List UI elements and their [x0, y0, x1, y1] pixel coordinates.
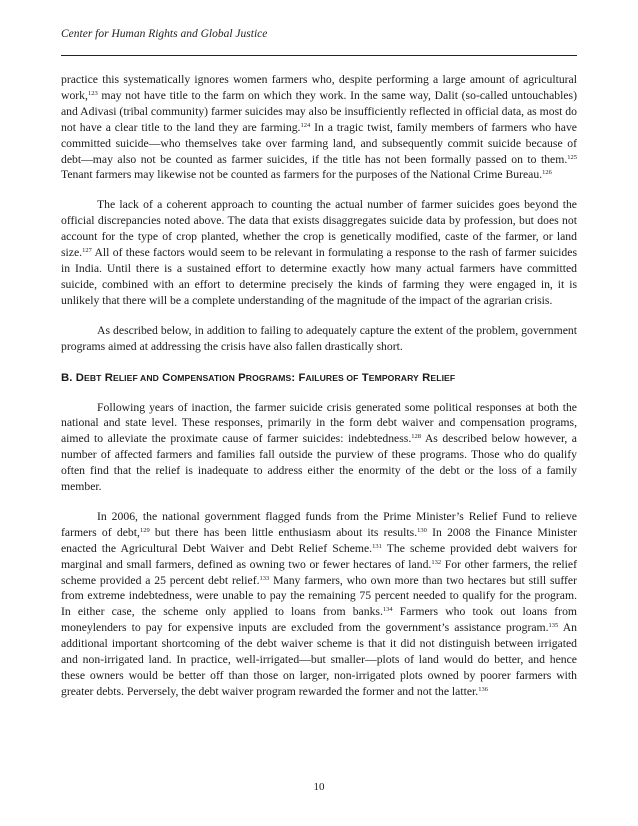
paragraph-text: but there has been little enthusiasm about its results.	[149, 525, 418, 539]
footnote-reference: 131	[372, 542, 382, 550]
section-heading	[61, 372, 577, 384]
paragraph-text: As described below however, a number of affected farmers and families fall outside the purview of these programs. Those who do qualify often find that the relief is inadequate to address either the enormity of the debt or the loss of a family member.	[61, 432, 577, 494]
body-paragraph	[61, 197, 577, 308]
paragraph-text: may not have title to the farm on which they work. In the same way, Dalit (so-called untouchables) and Adivasi (tribal community) farmer suicides may also be insufficiently reflected in official data, as most do not have a clear title to the land they are farming.	[61, 88, 577, 134]
paragraph-text: Tenant farmers may likewise not be counted as farmers for the purposes of the National Crime Bureau.	[61, 168, 543, 182]
paragraph-text: In a tragic twist, family members of farmers who have committed suicide—who themselves take over farming land, and subsequently commit suicide because of debt—may also not be counted as farmer suicides, if the title has not been formally passed on to them.	[61, 120, 577, 166]
paragraph-text: In 2006, the national government flagged funds from the Prime Minister’s Relief Fund to relieve farmers of debt,	[61, 509, 577, 539]
body-paragraph	[61, 509, 577, 700]
section-heading-part: P	[234, 371, 246, 384]
section-heading-part: ROGRAMS	[245, 372, 292, 383]
body-paragraphs-after-heading	[61, 400, 577, 700]
footnote-reference: 132	[431, 558, 442, 566]
footnote-reference: 124	[300, 121, 311, 129]
section-heading-part: EMPORARY	[368, 372, 419, 383]
footnote-reference: 136	[478, 685, 488, 693]
footnote-reference: 129	[139, 526, 150, 534]
section-heading-part: : F	[291, 371, 306, 384]
footnote-reference: 126	[542, 169, 552, 177]
page-number: 10	[313, 781, 325, 793]
footnote-reference: 128	[411, 433, 422, 441]
paragraph-text: practice this systematically ignores women farmers who, despite performing a large amount of agricultural work,	[61, 73, 577, 102]
section-heading-part: ELIEF	[430, 372, 456, 383]
footnote-reference: 123	[87, 89, 98, 97]
body-paragraphs-before-heading	[61, 72, 577, 355]
section-heading-part: R	[101, 371, 113, 384]
section-heading-part: AILURES OF	[305, 372, 359, 383]
header-divider	[61, 55, 577, 56]
running-header: Center for Human Rights and Global Justice	[61, 28, 268, 40]
footnote-reference: 134	[382, 606, 393, 614]
paragraph-text: The scheme provided debt waivers for marginal and small farmers, defined as owning two or fewer hectares of land.	[61, 541, 577, 571]
page-body	[61, 72, 577, 714]
paragraph-text: Following years of inaction, the farmer suicide crisis generated some political responses at both the national and state level. These responses, primarily in the form debt waiver and compensation programs, aimed to alleviate the proximate cause of farmer suicides: indebtedness.	[61, 400, 577, 446]
section-heading-part: C	[158, 371, 171, 384]
section-heading-part: ELIEF AND	[113, 372, 159, 383]
section-heading-part: R	[418, 371, 431, 384]
footnote-reference: 127	[82, 247, 92, 255]
paragraph-text: Farmers who took out loans from moneylenders to pay for expensive inputs are excluded from the government’s assistance program.	[61, 605, 577, 635]
body-paragraph	[61, 72, 577, 183]
footnote-reference: 130	[417, 526, 427, 534]
section-heading-part: OMPENSATION	[170, 372, 235, 383]
section-heading-part: EBT	[84, 372, 102, 383]
body-paragraph	[61, 400, 577, 495]
footnote-reference: 135	[548, 622, 559, 630]
footnote-reference: 133	[259, 574, 270, 582]
section-heading-part: B. D	[61, 371, 84, 384]
paragraph-text: All of these factors would seem to be relevant in formulating a response to the rash of farmer suicides in India. Until there is a sustained effort to determine exactly how many actual farmers have committed suicide, combined with an effort to determine precisely the kinds of farming they were engaged in, it is unlikely that there will be a complete understanding of the magnitude of the impact of the agrarian crisis.	[61, 246, 577, 307]
paragraph-text: The lack of a coherent approach to counting the actual number of farmer suicides goes beyond the official discrepancies noted above. The data that exists disaggregates suicide data by profession, but does not account for the type of crop planted, whether the crop is genetically modified, caste of the farmer, or land size.	[61, 198, 577, 260]
paragraph-text: Many farmers, who own more than two hectares but still suffer from extreme indebtedness, were unable to pay the remaining 75 percent needed to qualify for the program. In either case, the scheme only applied to loans from banks.	[61, 573, 577, 619]
body-paragraph	[61, 323, 577, 355]
paragraph-text: For other farmers, the relief scheme provided a 25 percent debt relief.	[61, 557, 577, 587]
footnote-reference: 125	[567, 153, 577, 161]
paragraph-text: In 2008 the Finance Minister enacted the Agricultural Debt Waiver and Debt Relief Scheme.	[61, 525, 577, 555]
paragraph-text: An additional important shortcoming of the debt waiver scheme is that it did not distinguish between irrigated and non-irrigated land. In practice, well-irrigated—but smaller—plots of land would do better, and hence these owners would be better off than those on larger, non-irrigated plots owned by poorer farmers with greater debts. Perversely, the debt waiver program rewarded the former and not the latter.	[61, 621, 577, 698]
paragraph-text: As described below, in addition to failing to adequately capture the extent of the problem, government programs aimed at addressing the crisis have also fallen drastically short.	[61, 323, 577, 353]
section-heading-part: T	[358, 371, 369, 384]
